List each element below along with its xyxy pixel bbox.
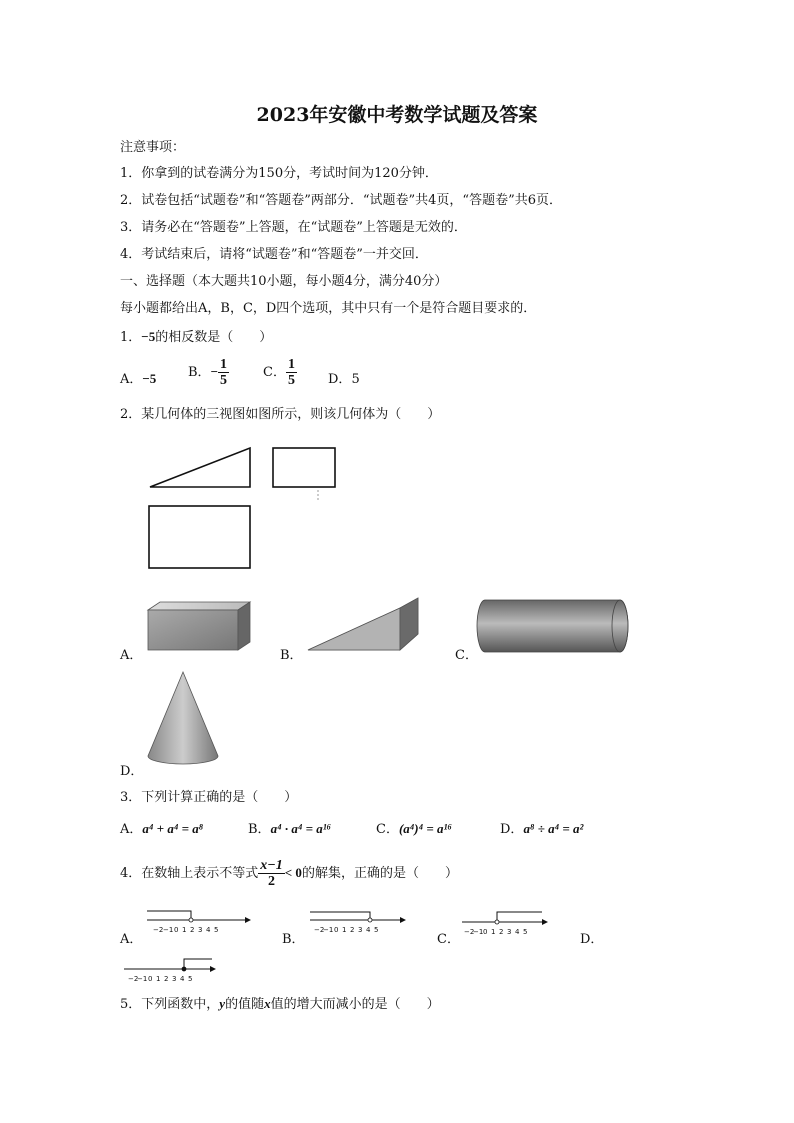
tick-label: 0 xyxy=(334,926,339,934)
tick-label: 5 xyxy=(188,975,193,983)
tick-label: 2 xyxy=(164,975,169,983)
cone-image xyxy=(140,668,225,768)
q1-option-d: D．5 xyxy=(328,372,360,387)
tick-label: 3 xyxy=(358,926,363,934)
q2-option-a-label: A． xyxy=(120,648,143,663)
tick-label: 0 xyxy=(174,926,179,934)
q3-option-b: B．a⁴ · a⁴ = a¹⁶ xyxy=(248,821,332,837)
question-5: 5．下列函数中，y的值随x值的增大而减小的是（ ） xyxy=(120,996,440,1012)
rectangular-prism-image xyxy=(140,598,255,658)
side-view-rectangle xyxy=(273,448,335,487)
notice-heading: 注意事项： xyxy=(120,140,186,155)
q4-option-d-label: D． xyxy=(580,932,604,947)
tick-label: 0 xyxy=(148,975,153,983)
tick-label: 3 xyxy=(198,926,203,934)
tick-label: 3 xyxy=(507,928,512,936)
question-3: 3．下列计算正确的是（ ） xyxy=(120,790,298,805)
tick-label: 1 xyxy=(156,975,161,983)
q2-option-d-label: D． xyxy=(120,764,144,779)
tick-label: 4 xyxy=(206,926,211,934)
q1-option-b: B．− $\frac{1}{5}$ xyxy=(188,357,227,388)
tick-label: 1 xyxy=(182,926,187,934)
page-title: 2023年安徽中考数学试题及答案 xyxy=(256,104,538,126)
tick-label: −1 xyxy=(137,975,148,983)
tick-label: 5 xyxy=(214,926,219,934)
q4-option-c-label: C． xyxy=(437,932,460,947)
tick-label: 1 xyxy=(342,926,347,934)
tick-label: 4 xyxy=(515,928,520,936)
tick-label: −1 xyxy=(473,928,484,936)
tick-label: −1 xyxy=(323,926,334,934)
number-line-b xyxy=(308,908,413,938)
question-3-options xyxy=(120,814,640,842)
tick-label: 2 xyxy=(190,926,195,934)
question-1: 1．−5的相反数是（ ） xyxy=(120,329,273,345)
tick-label: 2 xyxy=(350,926,355,934)
tick-label: 4 xyxy=(180,975,185,983)
tick-label: 3 xyxy=(172,975,177,983)
tick-label: −2 xyxy=(314,926,325,934)
section-heading: 一、选择题（本大题共10小题，每小题4分，满分40分） xyxy=(120,274,448,289)
question-1-options xyxy=(120,356,420,396)
q3-option-c: C．(a⁴)⁴ = a¹⁶ xyxy=(376,821,452,837)
notice-item-4: 4．考试结束后，请将“试题卷”和“答题卷”一并交回． xyxy=(120,247,428,262)
tick-label: 5 xyxy=(523,928,528,936)
q2-option-b-label: B． xyxy=(280,648,303,663)
tick-label: −2 xyxy=(128,975,139,983)
front-view-triangle xyxy=(150,448,250,487)
top-view-rectangle xyxy=(149,506,250,568)
q3-option-a: A．a⁴ + a⁴ = a⁸ xyxy=(120,821,204,837)
number-line-a xyxy=(145,906,255,936)
q1-option-a: A．−5 xyxy=(120,371,157,387)
notice-item-2: 2．试卷包括“试题卷”和“答题卷”两部分．“试题卷”共4页，“答题卷”共6页． xyxy=(120,193,562,208)
q4-option-b-label: B． xyxy=(282,932,305,947)
tick-label: 1 xyxy=(491,928,496,936)
cylinder-image xyxy=(475,594,635,658)
number-line-c xyxy=(460,908,555,938)
q1-option-c: C． $\frac{1}{5}$ xyxy=(263,357,295,388)
q3-option-d: D．a⁸ ÷ a⁴ = a² xyxy=(500,821,584,837)
notice-item-1: 1．你拿到的试卷满分为150分，考试时间为120分钟． xyxy=(120,166,438,181)
triangular-prism-image xyxy=(300,590,430,658)
question-2: 2．某几何体的三视图如图所示，则该几何体为（ ） xyxy=(120,407,441,422)
q2-option-c-label: C． xyxy=(455,648,478,663)
tick-label: −2 xyxy=(153,926,164,934)
notice-item-3: 3．请务必在“答题卷”上答题，在“试题卷”上答题是无效的． xyxy=(120,220,467,235)
number-line-d xyxy=(122,955,222,985)
q4-option-a-label: A． xyxy=(120,932,143,947)
tick-label: 0 xyxy=(483,928,488,936)
tick-label: −2 xyxy=(464,928,475,936)
tick-label: −1 xyxy=(163,926,174,934)
section-instruction: 每小题都给出A，B，C，D四个选项，其中只有一个是符合题目要求的． xyxy=(120,301,537,316)
question-4: 4．在数轴上表示不等式 $\frac{x-1}{2}$ < 0的解集，正确的是（ ） xyxy=(120,858,458,889)
tick-label: 5 xyxy=(374,926,379,934)
tick-label: 4 xyxy=(366,926,371,934)
tick-label: 2 xyxy=(499,928,504,936)
